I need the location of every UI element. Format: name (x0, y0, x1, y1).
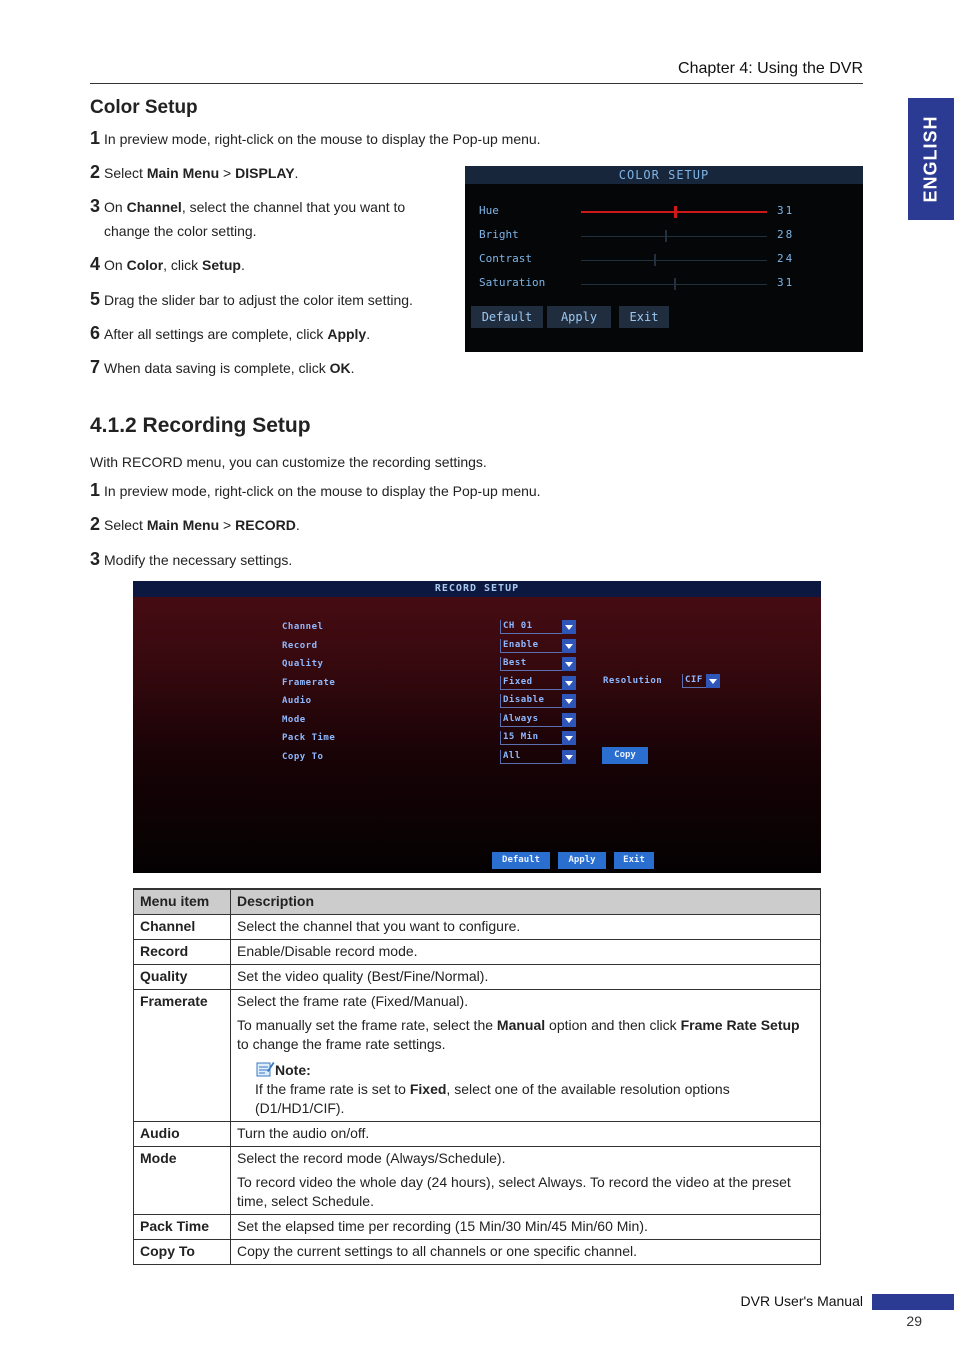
slider-value: 24 (777, 252, 795, 265)
table-row (134, 1240, 821, 1265)
slider-handle[interactable] (665, 230, 667, 242)
table-row (134, 940, 821, 965)
step-item (90, 160, 298, 185)
text-run: In preview mode, right-click on the mouse to display the Pop-up menu. (104, 483, 541, 499)
record-option-value: 15 Min (503, 732, 539, 742)
note-header (255, 1060, 814, 1080)
record-option-label: Framerate (282, 677, 336, 688)
step-number: 4 (90, 254, 101, 274)
chevron-down-icon[interactable] (562, 639, 576, 653)
chevron-down-icon[interactable] (562, 731, 576, 745)
text-run: When data saving is complete, click (104, 360, 330, 376)
color-slider-row (479, 202, 849, 222)
table-header-row (134, 889, 821, 915)
exit-button[interactable]: Exit (614, 852, 654, 869)
slider-label: Bright (479, 228, 519, 241)
record-setup-screenshot (133, 581, 821, 873)
color-slider-row (479, 250, 849, 270)
description-paragraph (237, 942, 814, 961)
chevron-down-icon[interactable] (562, 694, 576, 708)
step-item (90, 478, 541, 503)
slider-track[interactable] (581, 260, 767, 261)
recording-setup-heading: 4.1.2 Recording Setup (90, 414, 311, 437)
record-option-dropdown[interactable] (500, 639, 576, 653)
bold-text: RECORD (235, 517, 296, 533)
bold-text: Apply (327, 326, 367, 342)
color-setup-heading: Color Setup (90, 97, 198, 118)
step-item (90, 194, 405, 243)
text-run: After all settings are complete, click (104, 326, 328, 342)
description-paragraph (237, 1173, 814, 1211)
exit-button[interactable]: Exit (619, 306, 669, 328)
description-cell (231, 940, 821, 965)
description-paragraph (237, 917, 814, 936)
note-block (237, 1060, 814, 1118)
description-cell (231, 915, 821, 940)
record-option-value: Disable (503, 695, 545, 705)
menu-item-cell: Mode (134, 1147, 231, 1215)
description-paragraph (237, 1217, 814, 1236)
slider-value: 28 (777, 228, 795, 241)
slider-value: 31 (777, 204, 795, 217)
text-run: . (350, 360, 355, 376)
step-item (90, 321, 370, 346)
step-number: 1 (90, 128, 101, 148)
record-option-dropdown[interactable] (500, 750, 576, 764)
manual-title: DVR User's Manual (740, 1293, 863, 1309)
record-option-label: Channel (282, 622, 324, 632)
step-item (90, 547, 292, 572)
step-item (90, 287, 413, 312)
text-run: Select the channel that you want to configure. (237, 918, 521, 934)
bold-text: Setup (202, 257, 241, 273)
header-divider (90, 83, 863, 84)
table-row (134, 965, 821, 990)
chevron-down-icon[interactable] (562, 620, 576, 634)
record-option-value: Best (503, 658, 527, 668)
chapter-title: Chapter 4: Using the DVR (678, 60, 863, 77)
resolution-value: CIF (685, 675, 703, 685)
text-run: Modify the necessary settings. (104, 552, 293, 568)
description-paragraph (237, 967, 814, 986)
text-run: To manually set the frame rate, select the (237, 1017, 497, 1033)
text-run: . (366, 326, 371, 342)
slider-handle[interactable] (654, 254, 656, 266)
record-option-dropdown[interactable] (500, 713, 576, 727)
record-setup-panel-title: RECORD SETUP (434, 583, 520, 594)
bold-text: Frame Rate Setup (680, 1017, 800, 1033)
text-run: . (240, 257, 245, 273)
menu-item-cell: Record (134, 940, 231, 965)
text-run: In preview mode, right-click on the mouse to display the Pop-up menu. (104, 131, 541, 147)
description-cell (231, 1215, 821, 1240)
step-number: 2 (90, 514, 101, 534)
bold-text: Manual (496, 1017, 546, 1033)
chevron-down-icon[interactable] (562, 657, 576, 671)
text-run: Select the frame rate (Fixed/Manual). (237, 993, 469, 1009)
text-run: Copy the current settings to all channels or one specific channel. (237, 1243, 638, 1259)
column-header-description: Description (231, 889, 821, 915)
step-number: 1 (90, 480, 101, 500)
bold-text: Color (126, 257, 164, 273)
note-icon (255, 1060, 275, 1078)
menu-item-cell: Channel (134, 915, 231, 940)
record-option-dropdown[interactable] (500, 694, 576, 708)
chevron-down-icon[interactable] (562, 750, 576, 764)
footer-bar (872, 1294, 954, 1310)
text-run: to change the frame rate settings. (237, 1036, 446, 1052)
text-run: On (104, 199, 127, 215)
default-button[interactable]: Default (492, 852, 550, 869)
recording-setup-intro: With RECORD menu, you can customize the recording settings. (90, 454, 487, 470)
menu-item-cell: Audio (134, 1122, 231, 1147)
text-run: Select (104, 517, 147, 533)
color-setup-screenshot (465, 166, 863, 352)
record-option-label: Audio (282, 696, 312, 706)
text-run: If the frame rate is set to (255, 1081, 410, 1097)
record-option-label: Copy To (282, 751, 324, 762)
slider-handle[interactable] (674, 278, 676, 290)
slider-label: Contrast (479, 252, 532, 265)
record-option-label: Mode (282, 714, 306, 725)
slider-label: Hue (479, 204, 499, 217)
step-item (90, 252, 245, 277)
menu-item-cell: Copy To (134, 1240, 231, 1265)
step-item (90, 512, 300, 537)
default-button[interactable]: Default (471, 306, 543, 328)
description-cell (231, 1147, 821, 1215)
column-header-menu-item: Menu item (134, 889, 231, 915)
language-tab (908, 98, 954, 220)
table-row (134, 1122, 821, 1147)
note-text (255, 1080, 814, 1118)
menu-item-table (133, 888, 821, 1265)
step-number: 6 (90, 323, 101, 343)
text-run: , select the channel that you want to (181, 199, 406, 215)
description-paragraph (237, 1124, 814, 1143)
text-run: option and then click (545, 1017, 681, 1033)
language-tab-label: ENGLISH (920, 115, 941, 203)
table-row (134, 1147, 821, 1215)
menu-item-cell: Framerate (134, 990, 231, 1122)
color-slider-row (479, 226, 849, 246)
record-option-value: Enable (503, 639, 539, 650)
step-number: 5 (90, 289, 101, 309)
record-option-dropdown[interactable] (500, 731, 576, 745)
text-run: > (219, 517, 236, 533)
chevron-down-icon[interactable] (562, 676, 576, 690)
description-paragraph (237, 1149, 814, 1168)
description-cell (231, 1240, 821, 1265)
record-option-dropdown[interactable] (500, 657, 576, 671)
text-run: . (294, 165, 299, 181)
slider-track[interactable] (581, 236, 767, 237)
description-cell (231, 1122, 821, 1147)
chevron-down-icon[interactable] (562, 713, 576, 727)
record-option-value: Always (503, 713, 539, 724)
step-number: 3 (90, 549, 101, 569)
step-continuation: change the color setting. (104, 223, 257, 239)
apply-button[interactable]: Apply (558, 852, 606, 869)
step-item (90, 355, 355, 380)
text-run: > (219, 165, 236, 181)
description-paragraph (237, 992, 814, 1011)
page-number: 29 (906, 1313, 922, 1329)
note-title: Note: (275, 1062, 311, 1078)
text-run: Set the elapsed time per recording (15 Min/30 Min/45 Min/60 Min). (237, 1218, 648, 1234)
slider-value: 31 (777, 276, 795, 289)
bold-text: Channel (126, 199, 182, 215)
description-cell (231, 990, 821, 1122)
bold-text: Main Menu (146, 517, 220, 533)
record-option-label: Pack Time (282, 733, 336, 743)
table-row (134, 915, 821, 940)
text-run: Set the video quality (Best/Fine/Normal). (237, 968, 489, 984)
step-number: 2 (90, 162, 101, 182)
copy-button[interactable]: Copy (602, 747, 648, 764)
bold-text: Main Menu (146, 165, 220, 181)
description-cell (231, 965, 821, 990)
bold-text: OK (329, 360, 351, 376)
menu-item-cell: Pack Time (134, 1215, 231, 1240)
text-run: , click (163, 257, 203, 273)
text-run: Turn the audio on/off. (237, 1125, 370, 1141)
record-option-label: Quality (282, 659, 324, 669)
bold-text: Fixed (409, 1081, 447, 1097)
text-run: To record video the whole day (24 hours), select Always. To record the video at the preset time, select Schedule. (237, 1174, 791, 1209)
record-option-dropdown[interactable] (500, 620, 576, 634)
table-row (134, 990, 821, 1122)
text-run: Select the record mode (Always/Schedule). (237, 1150, 506, 1166)
text-run: Enable/Disable record mode. (237, 943, 418, 959)
step-item (90, 126, 541, 151)
menu-item-cell: Quality (134, 965, 231, 990)
resolution-label: Resolution (603, 676, 663, 686)
record-option-label: Record (282, 640, 318, 651)
apply-button[interactable]: Apply (547, 306, 611, 328)
bold-text: DISPLAY (235, 165, 295, 181)
resolution-dropdown[interactable] (682, 674, 720, 688)
text-run: On (104, 257, 127, 273)
color-setup-panel-title: COLOR SETUP (618, 168, 710, 182)
slider-label: Saturation (479, 276, 546, 289)
text-run: Drag the slider bar to adjust the color item setting. (104, 292, 413, 308)
slider-handle[interactable] (674, 206, 677, 218)
record-option-dropdown[interactable] (500, 676, 576, 690)
color-slider-row (479, 274, 849, 294)
record-option-value: All (503, 750, 521, 761)
text-run: Select (104, 165, 147, 181)
step-number: 3 (90, 196, 101, 216)
step-number: 7 (90, 357, 101, 377)
chevron-down-icon[interactable] (706, 674, 720, 688)
description-paragraph (237, 1242, 814, 1261)
table-row (134, 1215, 821, 1240)
record-option-value: Fixed (503, 676, 533, 687)
text-run: , select one of the available resolution options (D1/HD1/CIF). (255, 1081, 730, 1116)
record-option-value: CH 01 (503, 621, 533, 631)
text-run: . (295, 517, 300, 533)
description-paragraph (237, 1016, 814, 1054)
